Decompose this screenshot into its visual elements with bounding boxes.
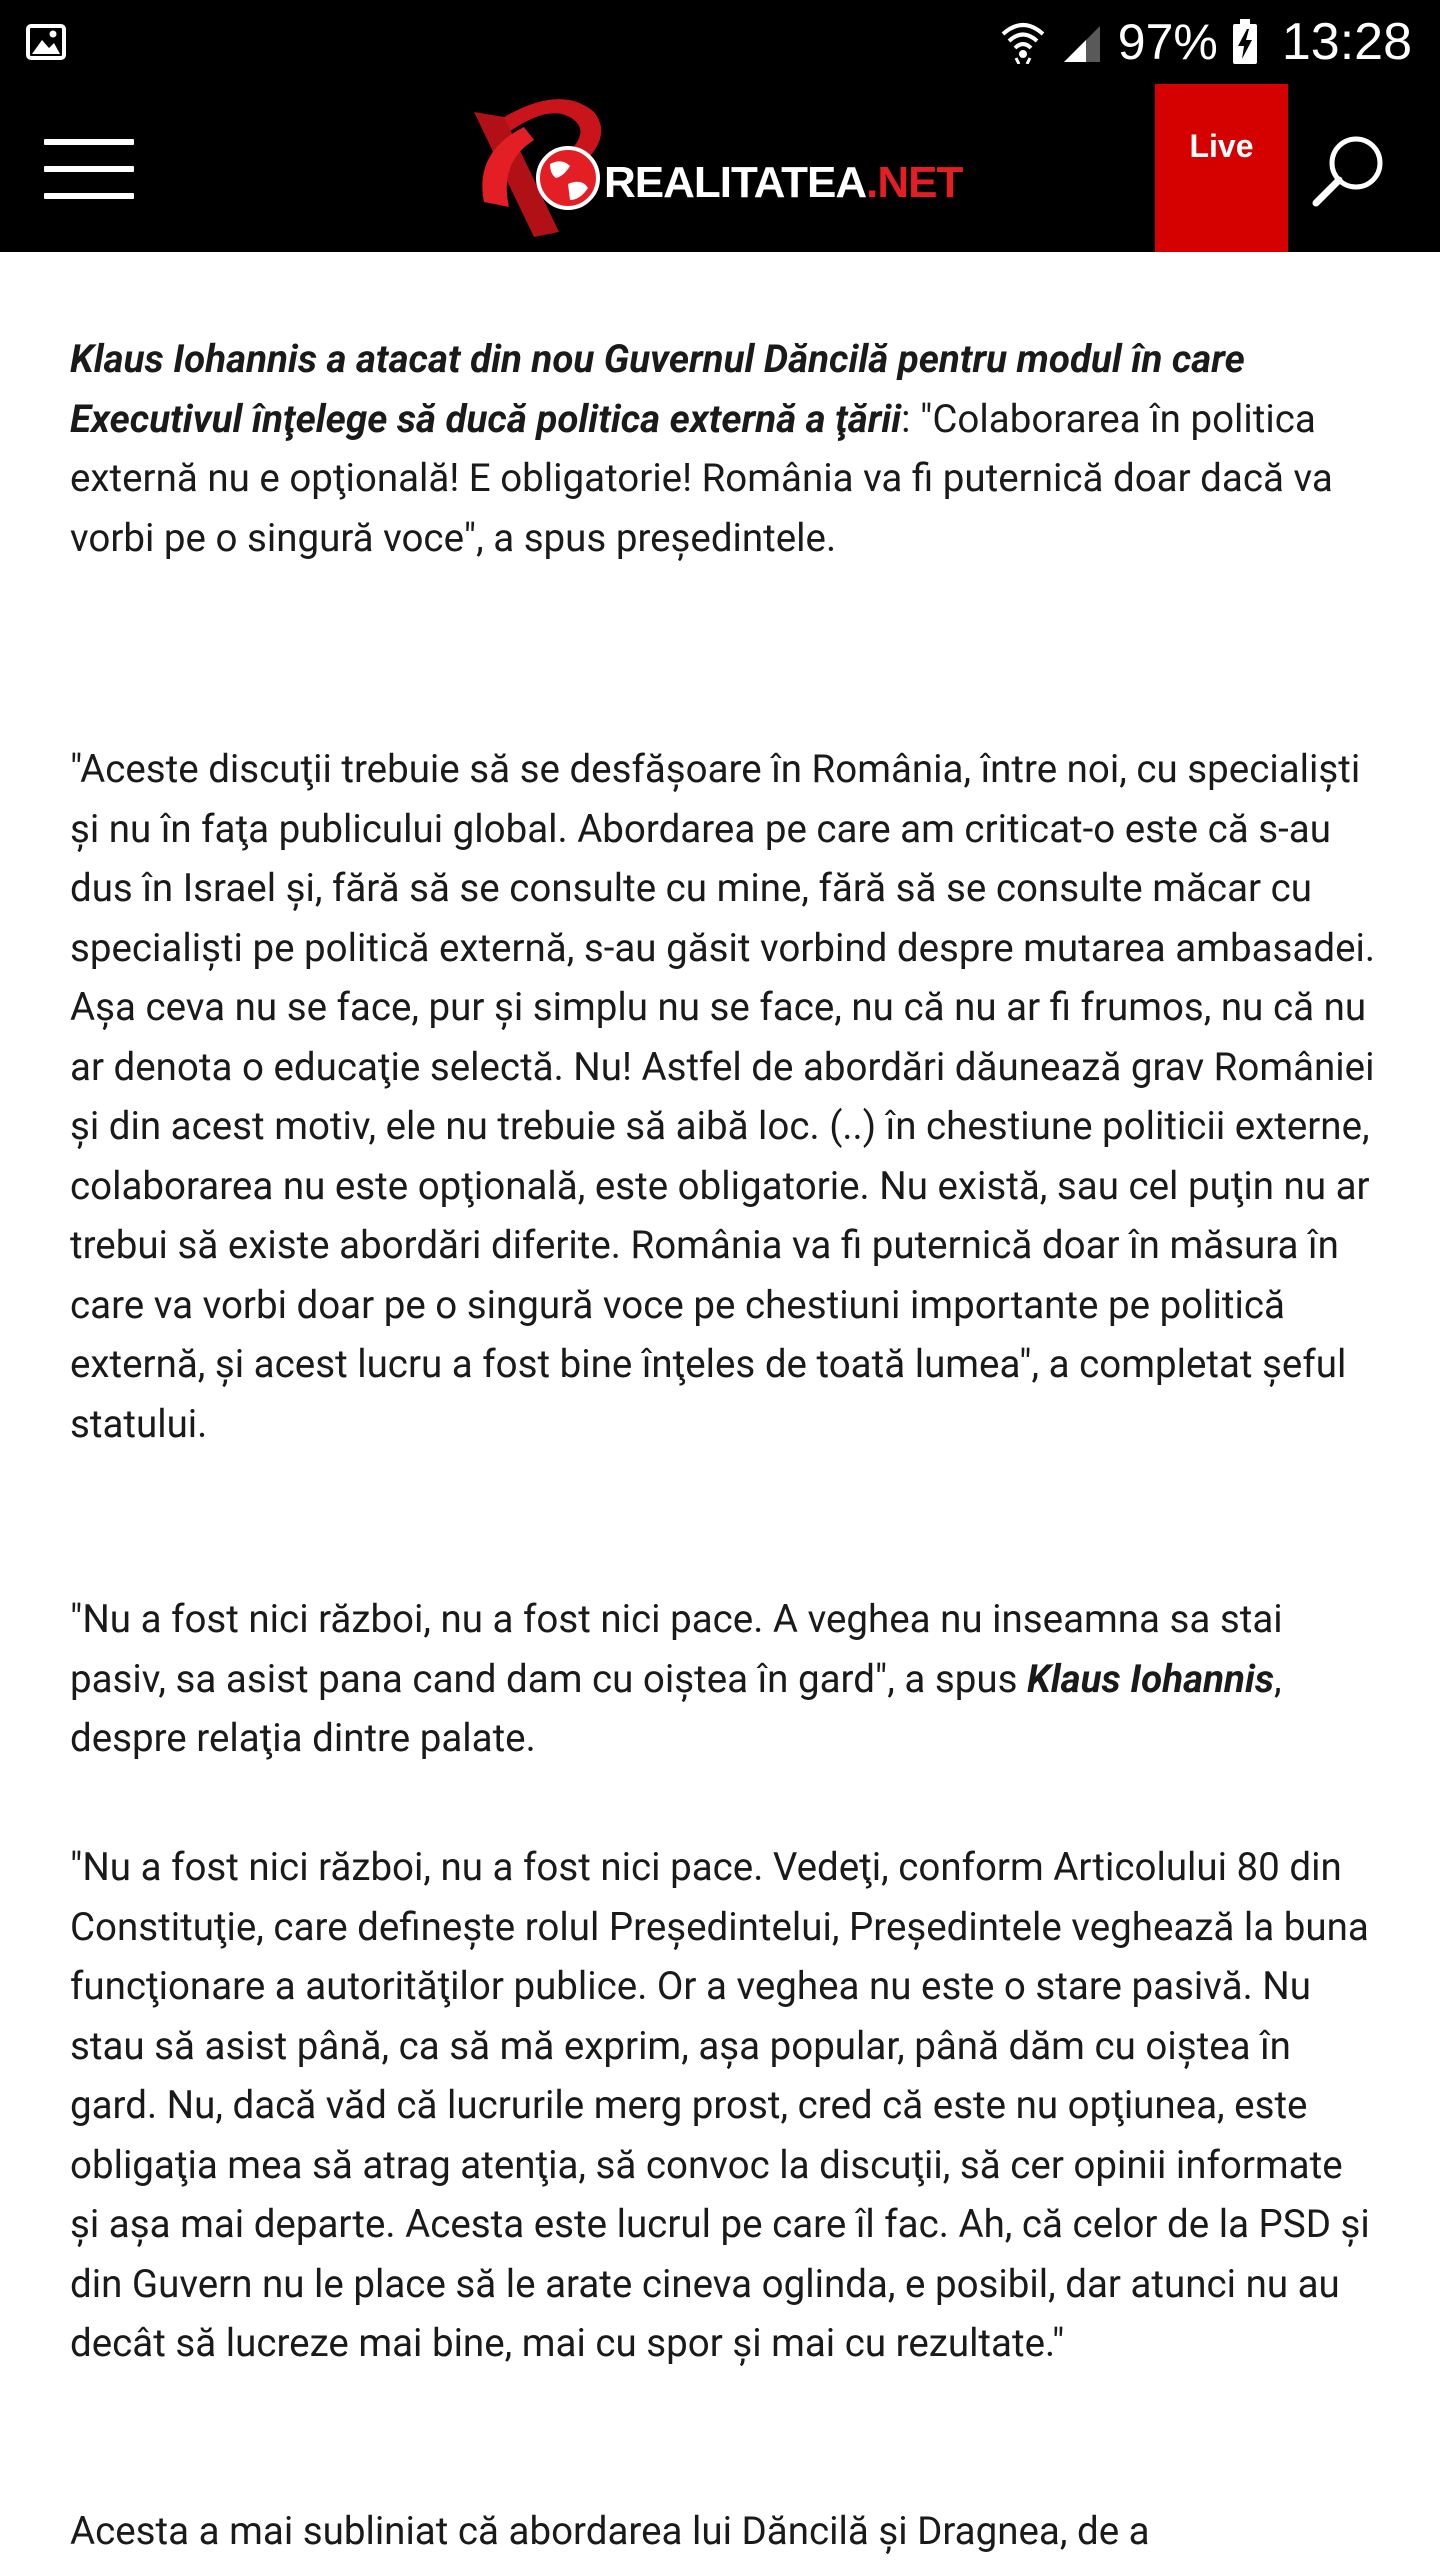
intro-bold-text: Klaus Iohannis a atacat din nou Guvernul Dăncilă pentru modul în care Executivul înţelege să ducă politica externă a ţării [70,337,1245,442]
quote-paragraph-2 [70,1590,1380,1769]
quote-paragraph-1: "Aceste discuţii trebuie să se desfășoare în România, între noi, cu specialiști și nu în faţa publicului global. Abordarea pe care am criticat-o este că s-au dus în Israel și, fără să se consulte cu mine, fără să se consulte măcar cu specialiști pe politică externă, s-au găsit vorbind despre mutarea ambasadei. Așa ceva nu se face, pur și simplu nu se face, nu că nu ar fi frumos, nu că nu ar denota o educaţie selectă. Nu! Astfel de abordări dăunează grav României și din acest motiv, ele nu trebuie să aibă loc. (..) în chestiune politicii externe, colaborarea nu este opţională, este obligatorie. Nu există, sau cel puţin nu ar trebui să existe abordări diferite. România va fi puternică doar în măsura în care va vorbi doar pe o singură voce pe chestiuni importante pe politică externă, și acest lucru a fost bine înţeles de toată lumea", a completat șeful statului. [70,747,1375,1447]
logo-globe-icon [464,92,624,242]
wifi-icon [1000,20,1046,64]
site-logo[interactable] [464,92,984,242]
search-button[interactable] [1310,131,1390,211]
status-bar [0,0,1440,84]
gallery-icon [26,24,66,60]
signal-icon [1060,20,1104,64]
quote2-bold-name: Klaus Iohannis [1027,1656,1275,1702]
app-header [0,84,1440,252]
logo-text-suffix: .NET [866,158,963,207]
quote2-text-end: , despre relaţia dintre palate. [70,1656,1282,1761]
live-button[interactable] [1155,84,1288,252]
status-time: 13:28 [1281,13,1412,71]
battery-charging-icon [1232,19,1258,65]
quote-paragraph-3: ″Nu a fost nici război, nu a fost nici pace. Vedeţi, conform Articolului 80 din Constituţie, care definește rolul Președintelui, Președintele veghează la buna funcţionare a autorităţilor publice. Or a veghea nu este o stare pasivă. Nu stau să asist până, ca să mă exprim, așa popular, până dăm cu oiștea în gard. Nu, dacă văd că lucrurile merg prost, cred că este nu opţiunea, este obligaţia mea să atrag atenţia, să convoc la discuţii, să cer opinii informate și așa mai departe. Acesta este lucrul pe care îl fac. Ah, că celor de la PSD și din Guvern nu le place să le arate cineva oglinda, e posibil, dar atunci nu au decât să lucreze mai bine, mai cu spor și mai cu rezultate.″ [70,1845,1370,2366]
quote2-text-start: "Nu a fost nici război, nu a fost nici pace. A veghea nu inseamna sa stai pasiv, sa asist pana cand dam cu oiștea în gard", a spus [70,1597,1283,1702]
article-paragraph-partial: Acesta a mai subliniat că abordarea lui Dăncilă și Dragnea, de a [70,2509,1150,2554]
logo-text-main: REALITATEA [604,158,867,207]
article-intro-paragraph [70,330,1380,568]
logo-text [604,158,962,208]
search-icon [1310,131,1390,211]
battery-percentage: 97% [1117,14,1218,70]
live-button-label: Live [1189,128,1254,164]
intro-text: : "Colaborarea în politica externă nu e opţională! E obligatorie! România va fi puternică doar dacă va vorbi pe o singură voce", a spus președintele. [70,396,1333,561]
menu-button[interactable] [44,139,134,199]
